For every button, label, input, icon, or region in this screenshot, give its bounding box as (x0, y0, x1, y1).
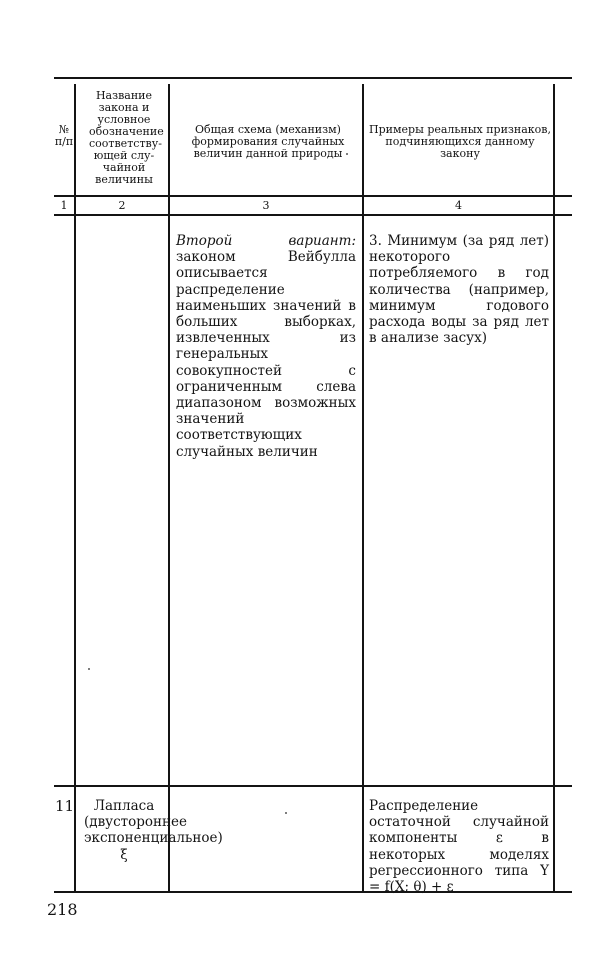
column-number-4: 4 (455, 199, 462, 212)
column-number-2: 2 (118, 199, 126, 212)
row2-law-name-text: Лапласа (двустороннее экспоненциальное) (84, 798, 223, 847)
row1-mechanism-cell (176, 233, 356, 460)
row2-examples-cell: Распределение остаточной случайной компоненты ε в некоторых моделях регрессионного типа Y = f(X; θ) + ε (369, 798, 549, 896)
column-divider-4 (553, 84, 555, 891)
scan-speck (346, 153, 348, 155)
column-number-3: 3 (262, 199, 270, 212)
row1-examples-cell: 3. Минимум (за ряд лет) некоторого потребляемого в год количества (например, минимум годового расхода воды за ряд лет в анализе засух) (369, 233, 549, 347)
scan-speck (88, 668, 90, 670)
table-top-rule (54, 77, 572, 79)
header-number: № п/п (54, 123, 74, 148)
header-mechanism: Общая схема (механизм) формирования случайных величин данной природы (191, 123, 345, 160)
column-numbers-rule (54, 214, 572, 216)
header-examples: Примеры реальных признаков, подчиняющихся данному закону (369, 123, 551, 160)
page-number: 218 (47, 900, 78, 919)
scan-speck (285, 812, 287, 814)
header-bottom-rule (54, 195, 572, 197)
row2-number: 11 (55, 797, 75, 815)
row2-law-name (84, 798, 223, 863)
row-separator-rule (54, 785, 572, 787)
header-law-name: Название закона и условное обозначение соответству-ющей слу-чайной величины (89, 89, 164, 186)
row1-variant-label: Второй вариант: (176, 233, 356, 249)
column-number-1: 1 (60, 199, 68, 212)
row1-mechanism-text: законом Вейбулла описывается распределение наименьших значений в больших выборках, извлеченных из генеральных совокупностей с ограниченным слева диапазоном возможных значений соответствующих случайных величин (176, 249, 356, 460)
row2-symbol: ξ (120, 846, 128, 863)
